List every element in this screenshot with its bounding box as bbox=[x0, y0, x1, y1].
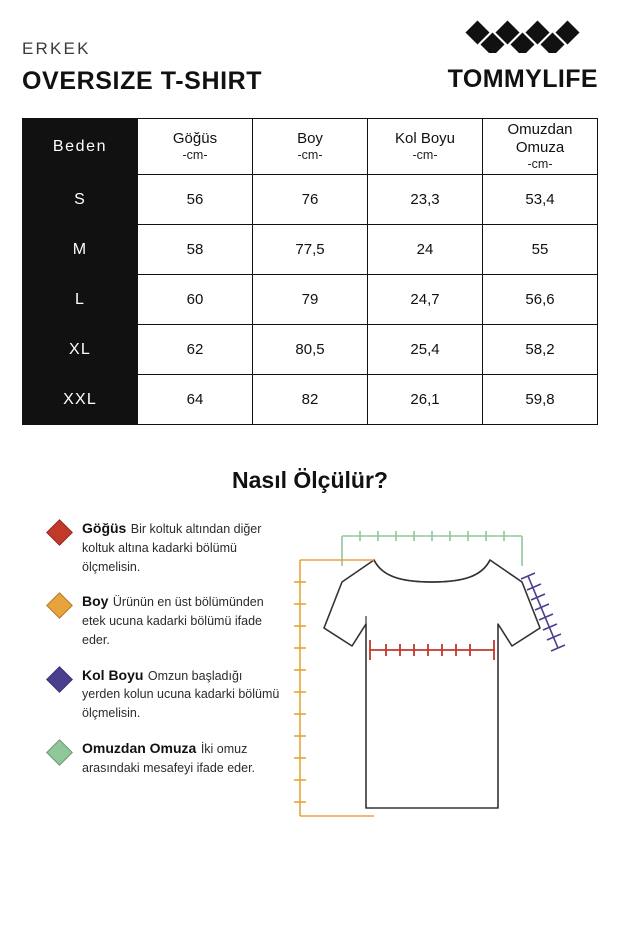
table-row bbox=[23, 275, 598, 325]
legend-desc-shoulder: İki omuz arasındaki mesafeyi ifade eder. bbox=[82, 741, 256, 775]
column-header-shoulder bbox=[483, 119, 598, 175]
column-header-length bbox=[253, 119, 368, 175]
legend-label-shoulder: Omuzdan Omuza bbox=[82, 739, 197, 756]
cell-shoulder: 56,6 bbox=[483, 275, 598, 325]
cell-sleeve: 26,1 bbox=[368, 375, 483, 425]
cell-sleeve: 23,3 bbox=[368, 175, 483, 225]
diamond-marker-sleeve bbox=[46, 666, 73, 693]
cell-sleeve: 24 bbox=[368, 225, 483, 275]
page-header bbox=[22, 0, 598, 96]
row-size-label: S bbox=[23, 175, 138, 225]
howto-section bbox=[22, 520, 598, 855]
legend-desc-chest: Bir koltuk altından diğer koltuk altına kadarki bölümü ölçmelisin. bbox=[82, 522, 262, 574]
brand-logo bbox=[448, 19, 598, 96]
cell-chest: 64 bbox=[138, 375, 253, 425]
four-diamonds-icon bbox=[463, 19, 583, 58]
column-header-sleeve bbox=[368, 119, 483, 175]
cell-shoulder: 55 bbox=[483, 225, 598, 275]
column-header-shoulder-unit: -cm- bbox=[527, 156, 553, 171]
diamond-marker-length bbox=[46, 592, 73, 619]
legend-item-sleeve bbox=[50, 667, 282, 723]
legend-text-shoulder bbox=[82, 740, 282, 778]
column-header-sleeve-unit: -cm- bbox=[412, 147, 438, 162]
cell-length: 77,5 bbox=[253, 225, 368, 275]
legend-label-chest: Göğüs bbox=[82, 520, 127, 536]
diamond-marker-shoulder bbox=[46, 739, 73, 766]
tshirt-illustration bbox=[282, 520, 582, 850]
column-header-shoulder-name: Omuzdan Omuza bbox=[507, 121, 573, 157]
row-size-label: XL bbox=[23, 325, 138, 375]
table-row bbox=[23, 325, 598, 375]
legend-text-chest bbox=[82, 520, 282, 576]
cell-sleeve: 24,7 bbox=[368, 275, 483, 325]
legend-desc-length: Ürünün en üst bölümünden etek ucuna kadarki bölümü ifade eder. bbox=[82, 595, 264, 647]
row-size-label: L bbox=[23, 275, 138, 325]
legend-label-sleeve: Kol Boyu bbox=[82, 666, 144, 683]
cell-shoulder: 58,2 bbox=[483, 325, 598, 375]
column-header-chest-name: Göğüs bbox=[172, 130, 218, 148]
column-header-chest bbox=[138, 119, 253, 175]
category-kicker: ERKEK bbox=[22, 39, 91, 58]
cell-length: 79 bbox=[253, 275, 368, 325]
measure-legend bbox=[22, 520, 282, 855]
cell-chest: 58 bbox=[138, 225, 253, 275]
cell-chest: 60 bbox=[138, 275, 253, 325]
table-row bbox=[23, 175, 598, 225]
howto-title: Nasıl Ölçülür? bbox=[232, 467, 388, 493]
table-header-row bbox=[23, 119, 598, 175]
cell-length: 80,5 bbox=[253, 325, 368, 375]
column-header-chest-unit: -cm- bbox=[182, 147, 208, 162]
legend-text-sleeve bbox=[82, 667, 282, 723]
row-size-label: XXL bbox=[23, 375, 138, 425]
table-corner-label: Beden bbox=[23, 119, 138, 175]
tshirt-body-outline bbox=[324, 560, 540, 808]
legend-item-shoulder bbox=[50, 740, 282, 778]
page-title: OVERSIZE T-SHIRT bbox=[22, 67, 263, 95]
column-header-length-unit: -cm- bbox=[297, 147, 323, 162]
legend-item-length bbox=[50, 593, 282, 649]
cell-shoulder: 53,4 bbox=[483, 175, 598, 225]
size-table bbox=[22, 118, 598, 425]
legend-text-length bbox=[82, 593, 282, 649]
table-row bbox=[23, 375, 598, 425]
legend-label-length: Boy bbox=[82, 593, 109, 610]
cell-shoulder: 59,8 bbox=[483, 375, 598, 425]
column-header-sleeve-name: Kol Boyu bbox=[394, 130, 456, 148]
legend-item-chest bbox=[50, 520, 282, 576]
table-row bbox=[23, 225, 598, 275]
cell-length: 76 bbox=[253, 175, 368, 225]
column-header-length-name: Boy bbox=[297, 130, 323, 148]
cell-sleeve: 25,4 bbox=[368, 325, 483, 375]
cell-chest: 62 bbox=[138, 325, 253, 375]
cell-chest: 56 bbox=[138, 175, 253, 225]
row-size-label: M bbox=[23, 225, 138, 275]
diamond-marker-chest bbox=[46, 519, 73, 546]
tshirt-diagram bbox=[282, 520, 598, 855]
title-block bbox=[22, 39, 262, 96]
brand-name: TOMMYLIFE bbox=[447, 65, 598, 93]
cell-length: 82 bbox=[253, 375, 368, 425]
legend-desc-sleeve: Omzun başladığı yerden kolun ucuna kadarki bölümü ölçmelisin. bbox=[82, 668, 280, 720]
